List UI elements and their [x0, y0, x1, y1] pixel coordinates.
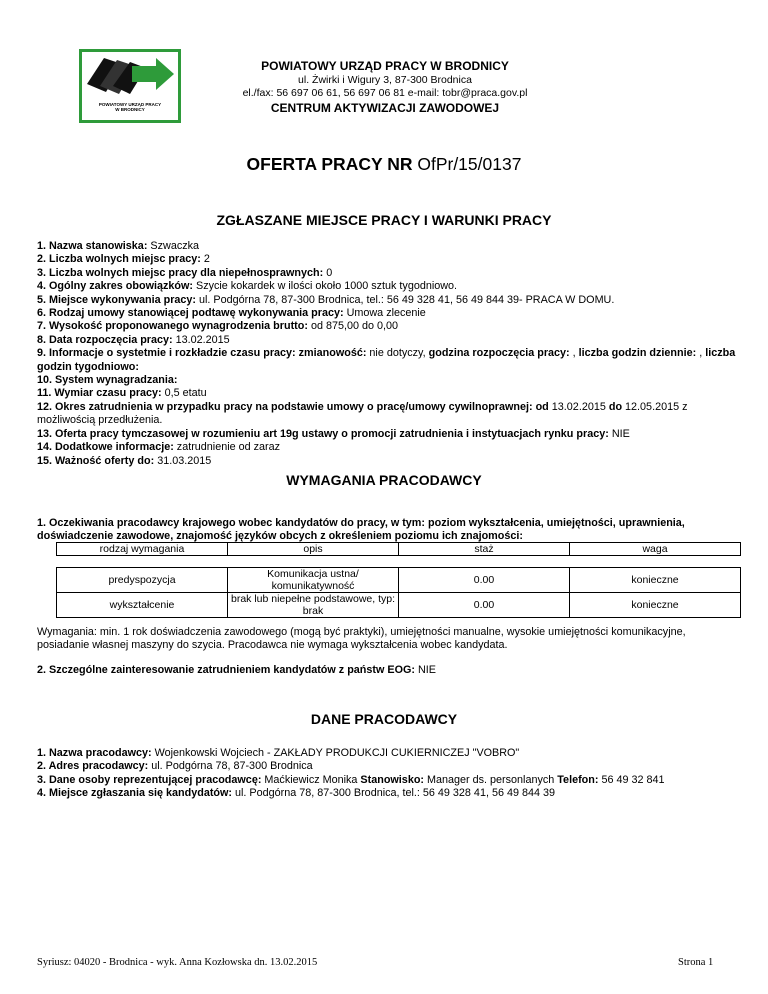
page-number: Strona 1 [678, 957, 714, 968]
logo-text: POWIATOWY URZĄD PRACY W BRODNICY [98, 102, 162, 112]
job-item-2: 2. Liczba wolnych miejsc pracy: 2 [37, 253, 210, 266]
job-details [37, 240, 737, 468]
col-header-weight: waga [570, 543, 741, 556]
job-item-11: 11. Wymiar czasu pracy: 0,5 etatu [37, 387, 207, 400]
employer-item-2: 2. Adres pracodawcy: ul. Podgórna 78, 87-300 Brodnica [37, 760, 313, 773]
footer-left: Syriusz: 04020 - Brodnica - wyk. Anna Kozłowska dn. 13.02.2015 [37, 957, 318, 968]
requirements-table-header [56, 542, 741, 556]
job-item-10: 10. System wynagradzania: [37, 374, 178, 387]
org-name: POWIATOWY URZĄD PRACY W BRODNICY [261, 59, 509, 73]
logo-graphic [82, 52, 178, 100]
eog-item: 2. Szczególne zainteresowanie zatrudnieniem kandydatów z państw EOG: NIE [37, 664, 436, 676]
employer-details [37, 747, 737, 801]
requirements-intro: 1. Oczekiwania pracodawcy krajowego wobec kandydatów do pracy, w tym: poziom wykształcenia, umiejętności, uprawnienia, doświadczenie zawodowe, znajomość języków obcych z określeniem poziomu ich znajomości: [37, 517, 685, 542]
employer-section-title: DANE PRACODAWCY [310, 711, 458, 727]
employer-item-4: 4. Miejsce zgłaszania się kandydatów: ul. Podgórna 78, 87-300 Brodnica, tel.: 56 49 328 41, 56 49 844 39 [37, 787, 555, 800]
offer-title-prefix: OFERTA PRACY NR [246, 154, 413, 174]
org-address: ul. Żwirki i Wigury 3, 87-300 Brodnica [298, 74, 472, 86]
col-header-exp: staż [399, 543, 570, 556]
employer-item-3: 3. Dane osoby reprezentującej pracodawcę: Maćkiewicz Monika Stanowisko: Manager ds. personlanych Telefon: 56 49 32 841 [37, 773, 665, 786]
job-item-8: 8. Data rozpoczęcia pracy: 13.02.2015 [37, 333, 230, 346]
requirements-section-title: WYMAGANIA PRACODAWCY [286, 472, 482, 488]
org-contact: el./fax: 56 697 06 61, 56 697 06 81 e-mail: tobr@praca.gov.pl [242, 87, 528, 99]
requirements-note: Wymagania: min. 1 rok doświadczenia zawodowego (mogą być praktyki), umiejętności manualne, wysokie umiejętności komunikacyjne, posiadanie własnej maszyny do szycia. Pracodawca nie wymaga wykształcenia wobec kandydata. [37, 626, 686, 652]
org-center: CENTRUM AKTYWIZACJI ZAWODOWEJ [270, 101, 500, 115]
job-item-6: 6. Rodzaj umowy stanowiącej podtawę wykonywania pracy: Umowa zlecenie [37, 307, 426, 320]
job-item-14: 14. Dodatkowe informacje: zatrudnienie od zaraz [37, 441, 281, 454]
requirements-table [56, 567, 741, 618]
job-item-12: 12. Okres zatrudnienia w przypadku pracy na podstawie umowy o pracę/umowy cywilnoprawnej: od 13.02.2015 do 12.05.2015 z możliwością przedłużenia. [37, 400, 688, 427]
job-item-4: 4. Ogólny zakres obowiązków: Szycie kokardek w ilości około 1000 sztuk tygodniowo. [37, 280, 458, 293]
employer-item-1: 1. Nazwa pracodawcy: Wojenkowski Wojciech - ZAKŁADY PRODUKCJI CUKIERNICZEJ "VOBRO" [37, 747, 520, 759]
job-item-1: 1. Nazwa stanowiska: Szwaczka [37, 240, 200, 252]
offer-title [0, 154, 768, 175]
job-section-title: ZGŁASZANE MIEJSCE PRACY I WARUNKI PRACY [216, 212, 552, 228]
job-item-13: 13. Oferta pracy tymczasowej w rozumieniu art 19g ustawy o promocji zatrudnienia i instytuacjach rynku pracy: NIE [37, 427, 630, 440]
job-item-5: 5. Miejsce wykonywania pracy: ul. Podgórna 78, 87-300 Brodnica, tel.: 56 49 328 41, 56 49 844 39- PRACA W DOMU. [37, 293, 615, 306]
col-header-desc: opis [228, 543, 399, 556]
job-item-9: 9. Informacje o systetmie i rozkładzie czasu pracy: zmianowość: nie dotyczy, godzina rozpoczęcia pracy: , liczba godzin dziennie: , liczba godzin tygodniowo: [37, 347, 736, 373]
job-item-15: 15. Ważność oferty do: 31.03.2015 [37, 454, 212, 467]
col-header-type: rodzaj wymagania [57, 543, 228, 556]
job-item-7: 7. Wysokość proponowanego wynagrodzenia brutto: od 875,00 do 0,00 [37, 320, 399, 333]
table-row: predyspozycja Komunikacja ustna/ komunikatywność 0.00 konieczne [57, 568, 741, 593]
table-row: wykształcenie brak lub niepełne podstawowe, typ: brak 0.00 konieczne [57, 593, 741, 618]
office-logo [79, 49, 181, 123]
job-item-3: 3. Liczba wolnych miejsc pracy dla niepełnosprawnych: 0 [37, 266, 333, 279]
offer-number: OfPr/15/0137 [417, 154, 522, 174]
